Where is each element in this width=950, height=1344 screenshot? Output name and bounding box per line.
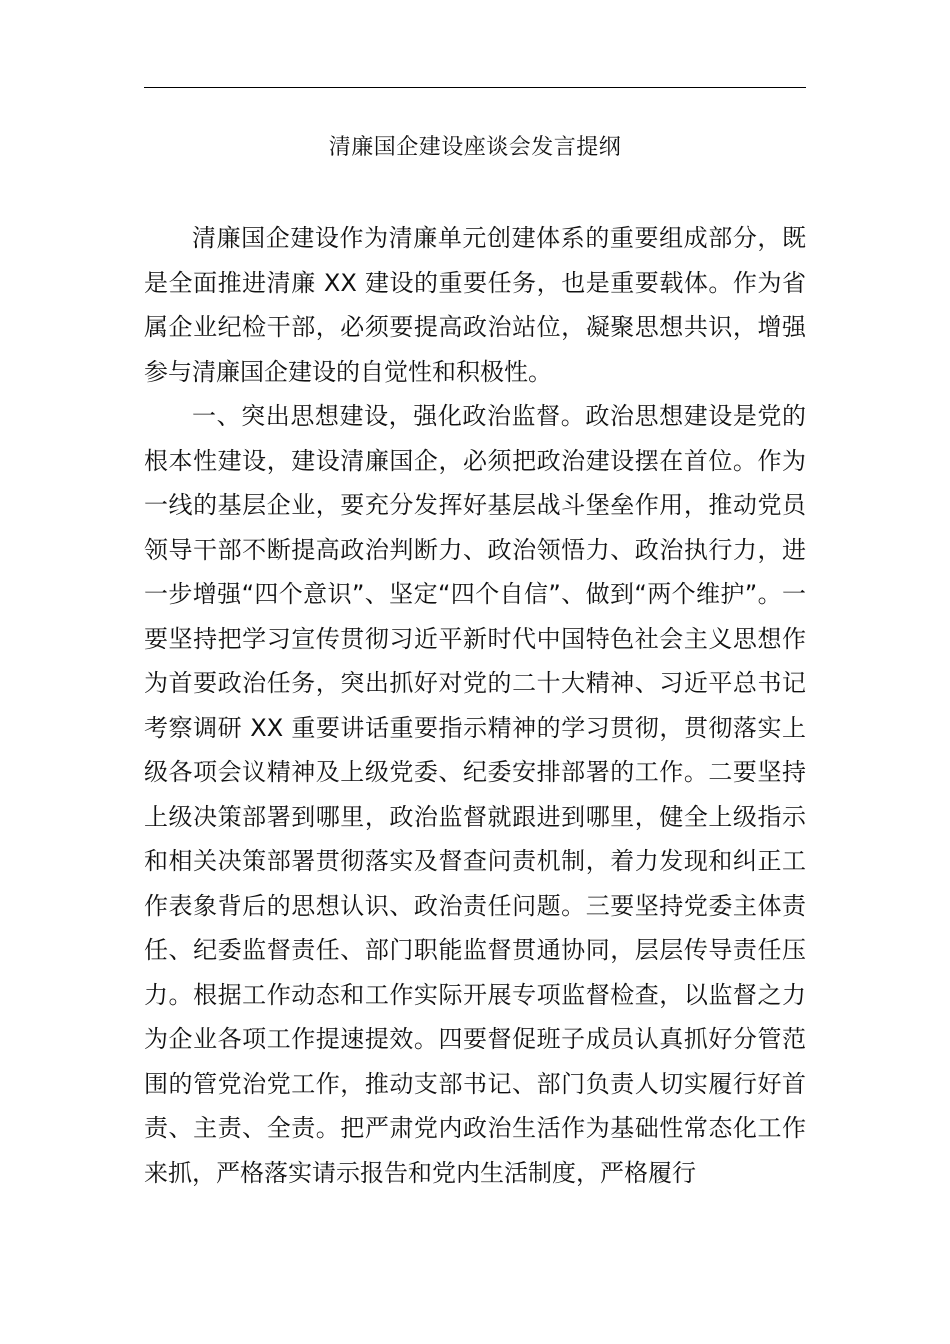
document-body (144, 216, 806, 1195)
paragraph-intro: 清廉国企建设作为清廉单元创建体系的重要组成部分，既是全面推进清廉 XX 建设的重要任务，也是重要载体。作为省属企业纪检干部，必须要提高政治站位，凝聚思想共识，增强参与清廉国企建设的自觉性和积极性。 (144, 224, 806, 386)
document-title: 清廉国企建设座谈会发言提纲 (328, 135, 622, 160)
paragraph-section-one: 一、突出思想建设，强化政治监督。政治思想建设是党的根本性建设，建设清廉国企，必须把政治建设摆在首位。作为一线的基层企业，要充分发挥好基层战斗堡垒作用，推动党员领导干部不断提高政治判断力、政治领悟力、政治执行力，进一步增强“四个意识”、坚定“四个自信”、做到“两个维护”。一要坚持把学习宣传贯彻习近平新时代中国特色社会主义思想作为首要政治任务，突出抓好对党的二十大精神、习近平总书记考察调研 XX 重要讲话重要指示精神的学习贯彻，贯彻落实上级各项会议精神及上级党委、纪委安排部署的工作。二要坚持上级决策部署到哪里，政治监督就跟进到哪里，健全上级指示和相关决策部署贯彻落实及督查问责机制，着力发现和纠正工作表象背后的思想认识、政治责任问题。三要坚持党委主体责任、纪委监督责任、部门职能监督贯通协同，层层传导责任压力。根据工作动态和工作实际开展专项监督检查，以监督之力为企业各项工作提速提效。四要督促班子成员认真抓好分管范围的管党治党工作，推动支部书记、部门负责人切实履行好首责、主责、全责。把严肃党内政治生活作为基础性常态化工作来抓，严格落实请示报告和党内生活制度，严格履行 (144, 402, 806, 1187)
header-rule (144, 87, 806, 88)
